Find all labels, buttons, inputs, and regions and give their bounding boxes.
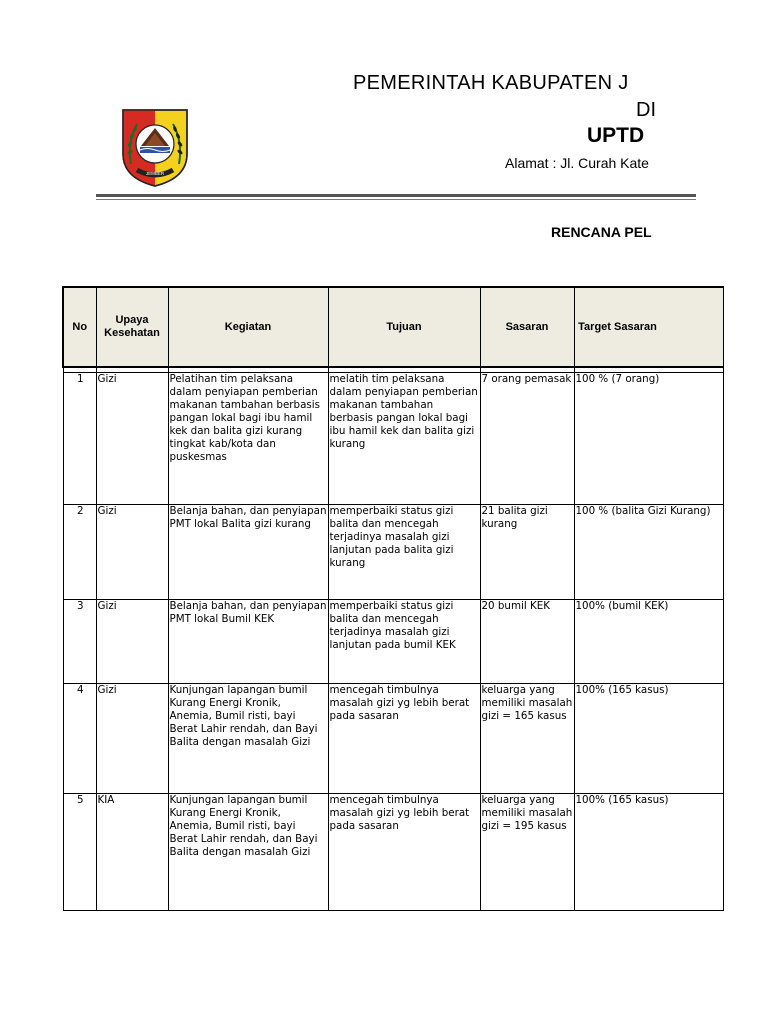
jember-regency-emblem-icon [117, 106, 193, 188]
table-row [63, 794, 723, 911]
cell-sasaran: 21 balita gizi kurang [480, 505, 574, 600]
header-sasaran: Sasaran [480, 287, 574, 367]
cell-no: 2 [63, 505, 96, 600]
header-tujuan: Tujuan [328, 287, 480, 367]
letterhead-divider-thick [96, 194, 696, 197]
cell-no: 1 [63, 373, 96, 505]
cell-tujuan: mencegah timbulnya masalah gizi yg lebih berat pada sasaran [328, 684, 480, 794]
cell-sasaran: 20 bumil KEK [480, 600, 574, 684]
table-row [63, 600, 723, 684]
cell-kegiatan: Kunjungan lapangan bumil Kurang Energi Kronik, Anemia, Bumil risti, bayi Berat Lahir rendah, dan Bayi Balita dengan masalah Gizi [168, 794, 328, 911]
header-department-line: DI [636, 99, 656, 121]
cell-target: 100% (165 kasus) [574, 794, 723, 911]
cell-no: 3 [63, 600, 96, 684]
cell-tujuan: memperbaiki status gizi balita dan mencegah terjadinya masalah gizi lanjutan pada bumil KEK [328, 600, 480, 684]
cell-kegiatan: Pelatihan tim pelaksana dalam penyiapan pemberian makanan tambahan berbasis pangan lokal bagi ibu hamil kek dan balita gizi kurang tingkat kab/kota dan puskesmas [168, 373, 328, 505]
header-upaya-kesehatan: Upaya Kesehatan [96, 287, 168, 367]
cell-tujuan: memperbaiki status gizi balita dan mencegah terjadinya masalah gizi lanjutan pada balita gizi kurang [328, 505, 480, 600]
cell-sasaran: keluarga yang memiliki masalah gizi = 165 kasus [480, 684, 574, 794]
document-title: RENCANA PEL [551, 224, 652, 240]
cell-upaya: Gizi [96, 600, 168, 684]
header-kegiatan: Kegiatan [168, 287, 328, 367]
logo-text: JEMBER [145, 171, 165, 176]
table-row [63, 684, 723, 794]
cell-kegiatan: Belanja bahan, dan penyiapan PMT lokal Balita gizi kurang [168, 505, 328, 600]
cell-target: 100% (bumil KEK) [574, 600, 723, 684]
table-header-row [63, 287, 723, 367]
cell-sasaran: keluarga yang memiliki masalah gizi = 195 kasus [480, 794, 574, 911]
header-target-sasaran [574, 287, 723, 367]
cell-upaya: Gizi [96, 373, 168, 505]
cell-upaya: Gizi [96, 505, 168, 600]
table-row [63, 505, 723, 600]
cell-upaya: KIA [96, 794, 168, 911]
table-row [63, 373, 723, 505]
cell-kegiatan: Kunjungan lapangan bumil Kurang Energi Kronik, Anemia, Bumil risti, bayi Berat Lahir rendah, dan Bayi Balita dengan masalah Gizi [168, 684, 328, 794]
cell-target: 100 % (7 orang) [574, 373, 723, 505]
cell-tujuan: melatih tim pelaksana dalam penyiapan pemberian makanan tambahan berbasis pangan lokal bagi ibu hamil kek dan balita gizi kurang [328, 373, 480, 505]
cell-target: 100% (165 kasus) [574, 684, 723, 794]
header-no: No [63, 287, 96, 367]
cell-upaya: Gizi [96, 684, 168, 794]
cell-no: 4 [63, 684, 96, 794]
letterhead-divider-thin [96, 199, 696, 200]
cell-no: 5 [63, 794, 96, 911]
header-government-line: PEMERINTAH KABUPATEN J [353, 72, 629, 94]
cell-kegiatan: Belanja bahan, dan penyiapan PMT lokal Bumil KEK [168, 600, 328, 684]
header-address: Alamat : Jl. Curah Kate [505, 155, 649, 171]
header-target-label: Target Sasaran [578, 320, 657, 333]
cell-target: 100 % (balita Gizi Kurang) [574, 505, 723, 600]
cell-tujuan: mencegah timbulnya masalah gizi yg lebih berat pada sasaran [328, 794, 480, 911]
cell-sasaran: 7 orang pemasak [480, 373, 574, 505]
header-unit-line: UPTD [587, 124, 645, 147]
plan-table [62, 286, 724, 911]
